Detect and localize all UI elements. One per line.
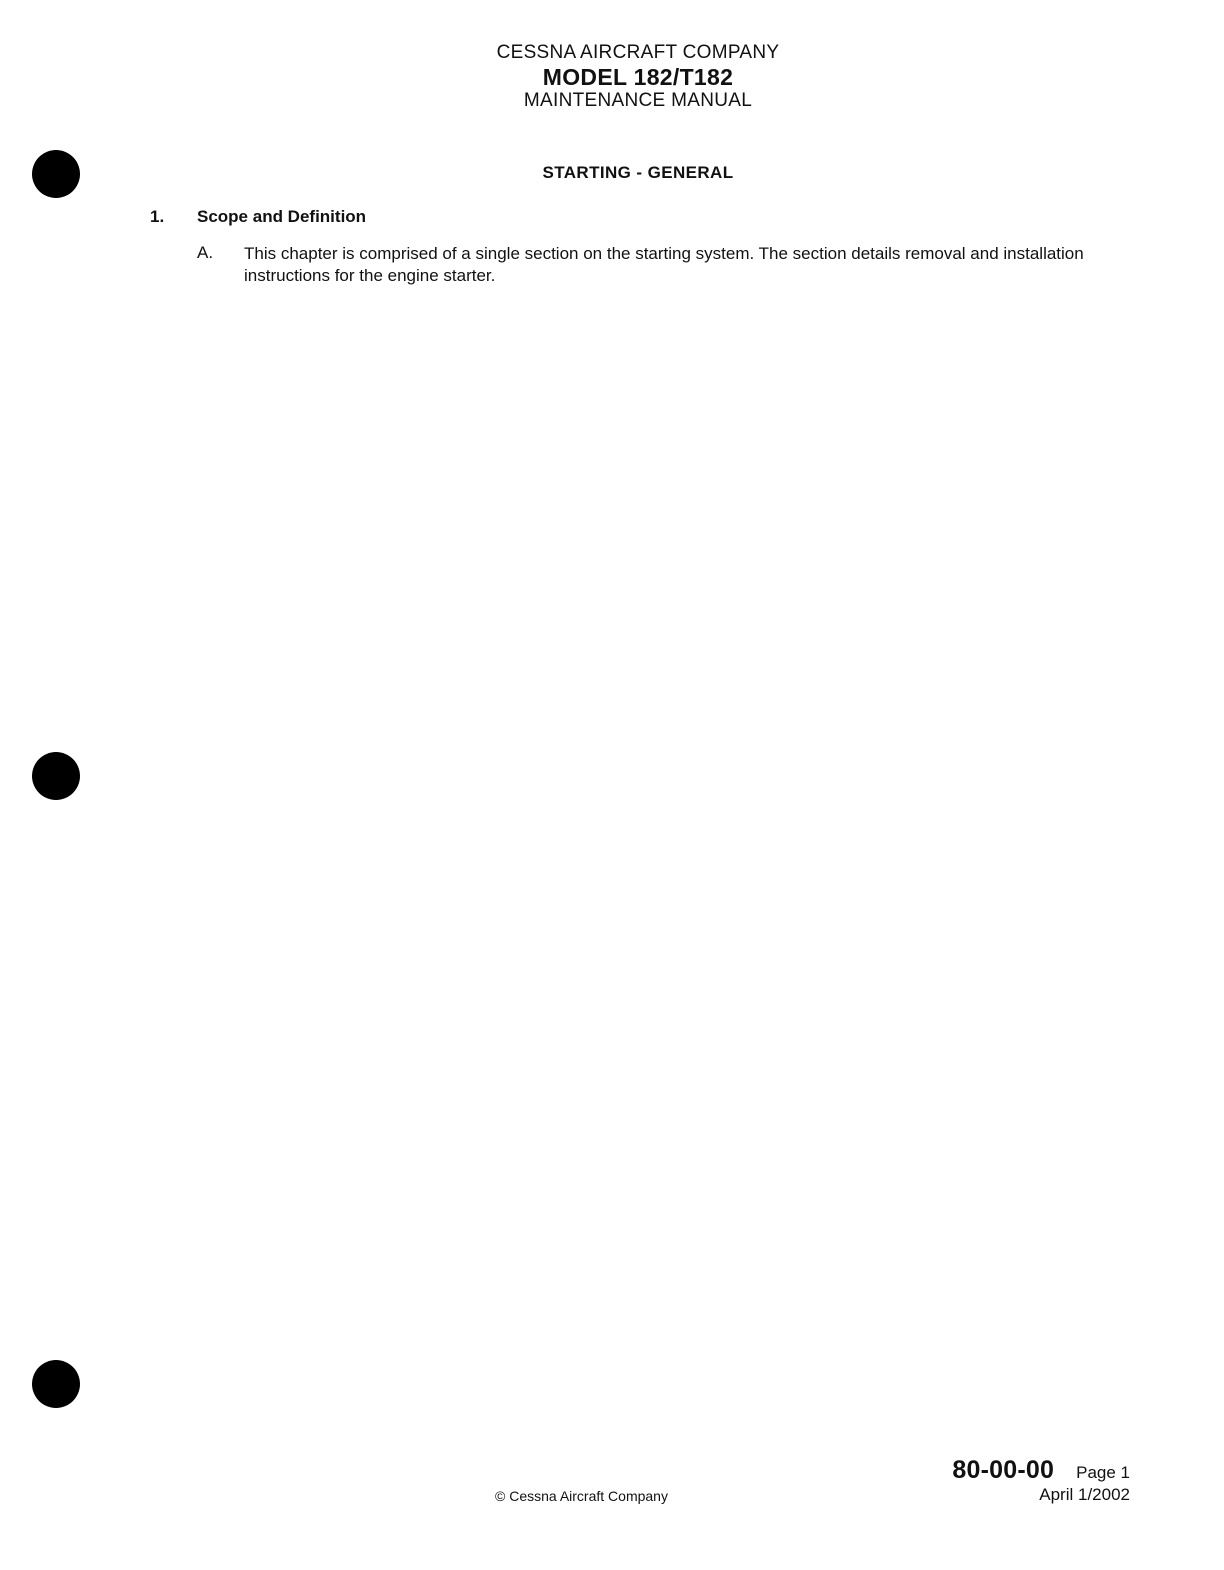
copyright-notice: © Cessna Aircraft Company <box>495 1488 668 1504</box>
binder-hole-middle <box>32 752 80 800</box>
paragraph-heading: Scope and Definition <box>197 207 367 226</box>
chapter-code: 80-00-00 <box>952 1456 1055 1484</box>
revision-date: April 1/2002 <box>1039 1485 1130 1504</box>
subparagraph-text: This chapter is comprised of a single section on the starting system. The section details removal and installation instructions for the engine starter. <box>244 244 1084 285</box>
page-number: Page 1 <box>1076 1463 1130 1482</box>
subparagraph-letter: A. <box>197 243 214 262</box>
manual-title: MAINTENANCE MANUAL <box>523 90 753 111</box>
section-title: STARTING - GENERAL <box>542 163 734 182</box>
page-footer-block <box>952 1456 1130 1505</box>
company-name: CESSNA AIRCRAFT COMPANY <box>496 42 780 63</box>
paragraph-number: 1. <box>150 207 165 226</box>
model-title: MODEL 182/T182 <box>542 64 734 90</box>
document-header <box>0 42 1224 112</box>
binder-hole-bottom <box>32 1360 80 1408</box>
